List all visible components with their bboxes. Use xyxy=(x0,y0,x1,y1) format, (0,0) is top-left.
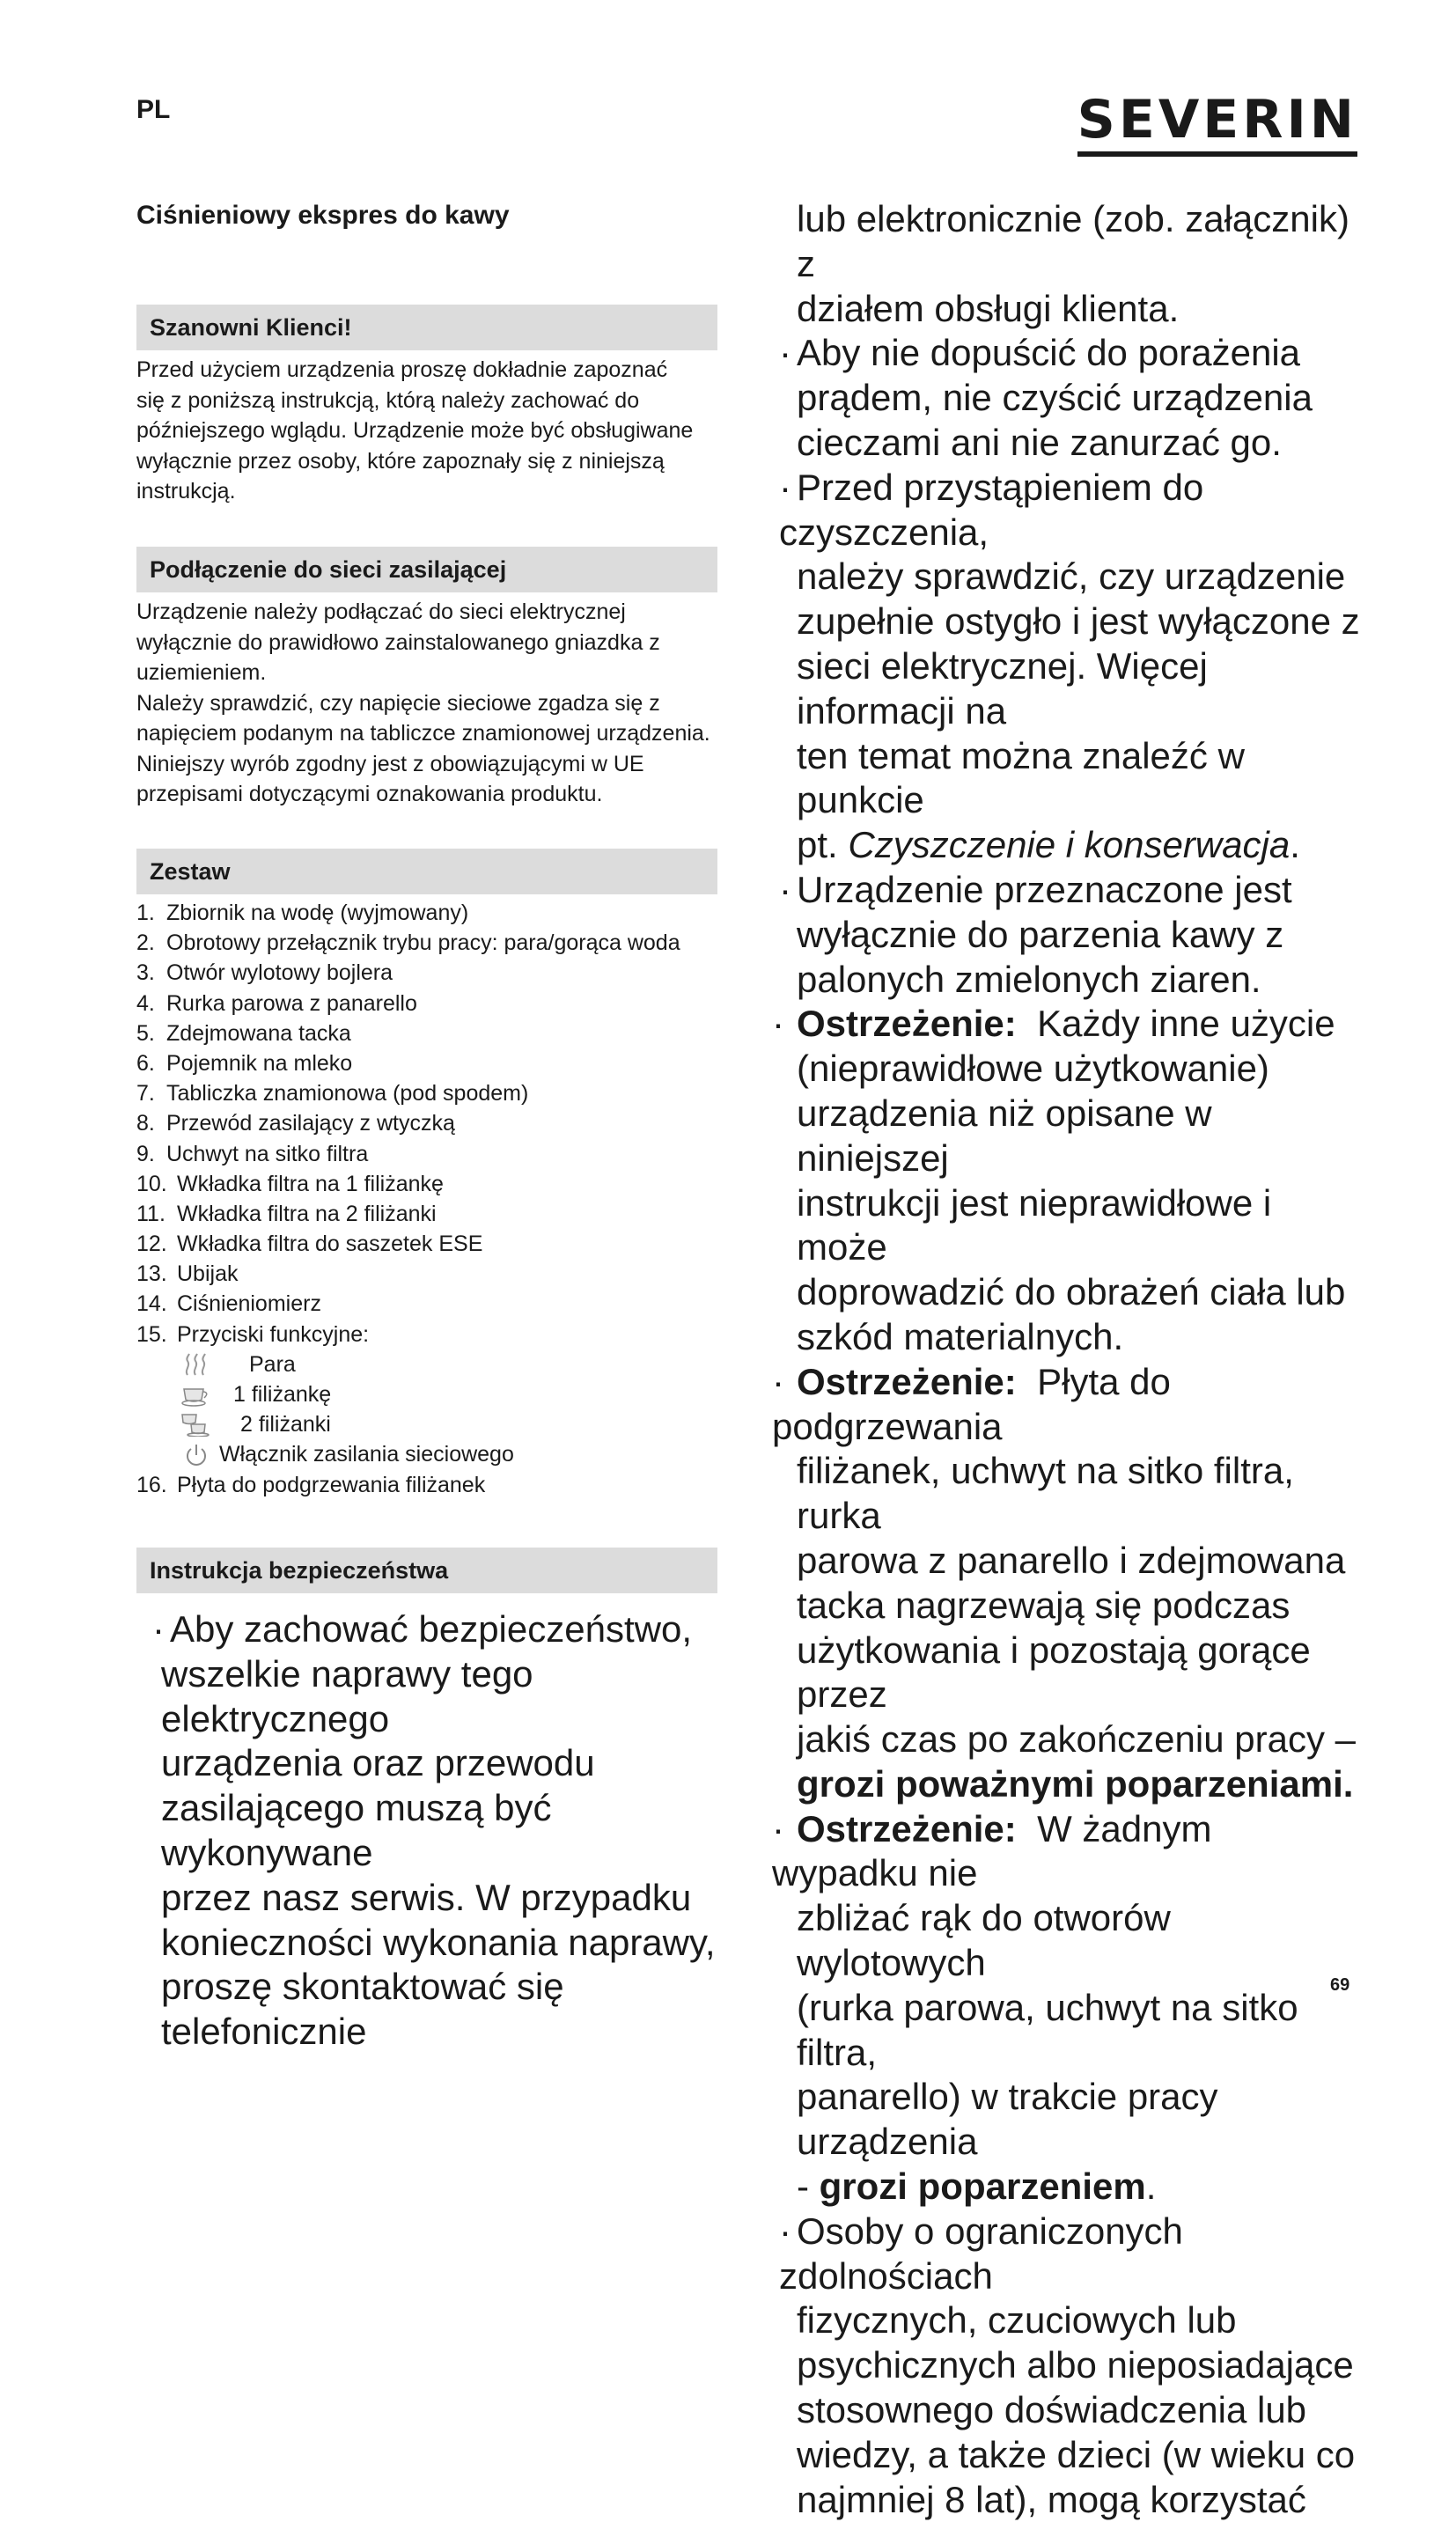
text-line: najmniej 8 lat), mogą korzystać xyxy=(797,2478,1306,2520)
text-line: palonych zmielonych ziaren. xyxy=(797,958,1261,1000)
power-icon xyxy=(183,1442,210,1467)
function-label: Włącznik zasilania sieciowego xyxy=(219,1442,514,1467)
list-item xyxy=(136,1289,717,1319)
text-line: należy sprawdzić, czy urządzenie xyxy=(797,555,1346,598)
text-line: instrukcją. xyxy=(136,479,236,504)
bullet: · xyxy=(772,1360,784,1402)
text-line: doprowadzić do obrażeń ciała lub xyxy=(797,1271,1346,1313)
section-heading-set: Zestaw xyxy=(136,849,717,894)
text-line: tacka nagrzewają się podczas xyxy=(797,1584,1291,1626)
brand-logo: SEVERIN xyxy=(1077,93,1357,157)
language-code: PL xyxy=(136,95,171,124)
function-label: Para xyxy=(249,1351,296,1377)
list-item xyxy=(136,1470,717,1500)
text-line: wyłącznie do parzenia kawy z xyxy=(797,913,1284,955)
item-text: Ubijak xyxy=(177,1261,239,1287)
item-text: Wkładka filtra na 2 filiżanki xyxy=(177,1201,437,1226)
list-item xyxy=(136,1320,717,1349)
text-line: psychicznych albo nieposiadające xyxy=(797,2344,1354,2386)
text-line: przez nasz serwis. W przypadku xyxy=(161,1876,692,1918)
page-number: 69 xyxy=(1330,1975,1350,1995)
text-line: przepisami dotyczącymi oznakowania produktu. xyxy=(136,782,603,806)
function-button-two-cups xyxy=(136,1409,717,1439)
greeting-text xyxy=(136,355,717,507)
right-column xyxy=(772,197,1360,2522)
item-text: Przewód zasilający z wtyczką xyxy=(166,1111,455,1136)
text-line: się z poniższą instrukcją, którą należy zachować do xyxy=(136,387,640,413)
item-text: Zdejmowana tacka xyxy=(166,1020,351,1046)
text-line: działem obsługi klienta. xyxy=(797,287,1180,329)
text-line: konieczności wykonania naprawy, xyxy=(161,1921,716,1963)
text-line: (nieprawidłowe użytkowanie) xyxy=(797,1048,1269,1090)
bullet: · xyxy=(779,2210,791,2252)
item-text: Zbiornik na wodę (wyjmowany) xyxy=(166,901,469,925)
item-number: 6. xyxy=(136,1050,155,1076)
section-heading-safety: Instrukcja bezpieczeństwa xyxy=(136,1548,717,1593)
text-line: · Urządzenie przeznaczone jest xyxy=(779,868,1360,913)
text-line: cieczami ani nie zanurzać go. xyxy=(797,421,1282,463)
text-line: stosownego doświadczenia lub xyxy=(797,2389,1307,2431)
text-line: zupełnie ostygło i jest wyłączone z xyxy=(797,600,1360,643)
item-text: Przyciski funkcyjne: xyxy=(177,1321,370,1347)
text-line: wiedzy, a także dzieci (w wieku co xyxy=(797,2433,1356,2475)
section-heading-power: Podłączenie do sieci zasilającej xyxy=(136,547,717,592)
bullet: · xyxy=(772,1807,784,1849)
list-item xyxy=(136,898,717,928)
bullet: · xyxy=(779,466,791,508)
power-text xyxy=(136,597,717,810)
list-item xyxy=(136,1048,717,1078)
function-button-steam xyxy=(136,1349,717,1379)
text-line: późniejszego wglądu. Urządzenie może być obsługiwane xyxy=(136,418,694,443)
list-item xyxy=(136,1199,717,1229)
text-line: uziemieniem. xyxy=(136,660,267,685)
function-button-one-cup xyxy=(136,1379,717,1409)
text-line: proszę skontaktować się telefonicznie xyxy=(161,1966,564,2053)
item-text: Obrotowy przełącznik trybu pracy: para/gorąca woda xyxy=(166,930,680,956)
one-cup-icon xyxy=(180,1382,212,1407)
text-line: lub elektronicznie (zob. załącznik) z xyxy=(797,198,1349,284)
two-cups-icon xyxy=(180,1412,212,1437)
item-text: Uchwyt na sitko filtra xyxy=(166,1141,369,1166)
text-line: wyłącznie do prawidłowo zainstalowanego gniazdka z xyxy=(136,629,660,655)
text-line: Należy sprawdzić, czy napięcie sieciowe zgadza się z xyxy=(136,690,660,716)
parts-list xyxy=(136,898,717,1500)
bullet: · xyxy=(779,332,791,374)
text-line: zasilającego muszą być wykonywane xyxy=(161,1787,552,1873)
list-item xyxy=(136,1078,717,1108)
text-line: szkód materialnych. xyxy=(797,1315,1124,1357)
item-text: Płyta do podgrzewania filiżanek xyxy=(177,1472,486,1497)
document-title: Ciśnieniowy ekspres do kawy xyxy=(136,201,510,230)
text-line: jakiś czas po zakończeniu pracy – xyxy=(797,1718,1356,1761)
item-text: Rurka parowa z panarello xyxy=(166,990,417,1016)
text-line: prądem, nie czyścić urządzenia xyxy=(797,377,1313,419)
text-line: parowa z panarello i zdejmowana xyxy=(797,1539,1346,1581)
item-number: 5. xyxy=(136,1020,155,1046)
text-line: urządzenia oraz przewodu xyxy=(161,1742,595,1784)
list-item xyxy=(136,1139,717,1169)
item-number: 15. xyxy=(136,1321,167,1347)
warning-line: · Ostrzeżenie: Każdy inne użycie xyxy=(772,1002,1360,1047)
item-number: 11. xyxy=(136,1201,165,1226)
text-line: · Aby nie dopuścić do porażenia xyxy=(779,331,1360,376)
list-item xyxy=(136,989,717,1018)
function-label: 2 filiżanki xyxy=(240,1412,331,1437)
bullet: · xyxy=(779,868,791,910)
steam-icon xyxy=(180,1352,212,1377)
item-number: 12. xyxy=(136,1232,167,1257)
text-line: Niniejszy wyrób zgodny jest z obowiązującymi w UE xyxy=(136,751,644,776)
bullet: · xyxy=(152,1608,165,1650)
text-line: pt. Czyszczenie i konserwacja. xyxy=(797,824,1300,866)
item-number: 13. xyxy=(136,1261,167,1287)
warning-line: · Ostrzeżenie: W żadnym wypadku nie xyxy=(772,1807,1212,1894)
text-line: wyłącznie przez osoby, które zapoznały się z niniejszą xyxy=(136,448,665,474)
item-text: Ciśnieniomierz xyxy=(177,1291,321,1317)
safety-text xyxy=(152,1607,716,2055)
item-text: Wkładka filtra do saszetek ESE xyxy=(177,1232,483,1257)
text-line: Przed użyciem urządzenia proszę dokładnie zapoznać xyxy=(136,357,668,382)
list-item xyxy=(136,1229,717,1259)
item-text: Tabliczka znamionowa (pod spodem) xyxy=(166,1081,529,1107)
list-item xyxy=(136,1259,717,1289)
warning-line: · Ostrzeżenie: Płyta do podgrzewania xyxy=(772,1360,1171,1447)
item-number: 4. xyxy=(136,990,155,1016)
text-line: urządzenia niż opisane w niniejszej xyxy=(797,1092,1212,1179)
text-line: panarello) w trakcie pracy urządzenia xyxy=(797,2076,1218,2163)
function-label: 1 filiżankę xyxy=(233,1382,332,1407)
item-number: 8. xyxy=(136,1111,155,1136)
list-item xyxy=(136,1169,717,1199)
text-line: filiżanek, uchwyt na sitko filtra, rurka xyxy=(797,1450,1294,1537)
item-text: Wkładka filtra na 1 filiżankę xyxy=(177,1171,444,1196)
item-number: 3. xyxy=(136,960,155,986)
item-number: 9. xyxy=(136,1141,155,1166)
item-number: 7. xyxy=(136,1081,155,1107)
function-button-power xyxy=(136,1439,717,1469)
bullet: · xyxy=(772,1003,784,1045)
item-text: Pojemnik na mleko xyxy=(166,1050,353,1076)
section-heading-greeting: Szanowni Klienci! xyxy=(136,305,717,350)
list-item xyxy=(136,958,717,988)
text-line: użytkowania i pozostają gorące przez xyxy=(797,1629,1311,1716)
text-line: - grozi poparzeniem. xyxy=(797,2165,1157,2208)
text-line: · Osoby o ograniczonych zdolnościach xyxy=(779,2210,1183,2297)
list-item xyxy=(136,1108,717,1138)
list-item xyxy=(136,928,717,958)
text-line: ten temat można znaleźć w punkcie xyxy=(797,734,1245,821)
text-line: (rurka parowa, uchwyt na sitko filtra, xyxy=(797,1986,1298,2073)
text-line: wszelkie naprawy tego elektrycznego xyxy=(161,1652,533,1739)
text-line: Urządzenie należy podłączać do sieci elektrycznej xyxy=(136,599,626,624)
item-number: 14. xyxy=(136,1291,167,1317)
text-line: napięciem podanym na tabliczce znamionowej urządzenia. xyxy=(136,721,710,746)
text-line: zbliżać rąk do otworów wylotowych xyxy=(797,1897,1171,1984)
text-line: fizycznych, czuciowych lub xyxy=(797,2299,1237,2342)
text-line: instrukcji jest nieprawidłowe i może xyxy=(797,1181,1272,1268)
item-number: 10. xyxy=(136,1171,167,1196)
item-number: 2. xyxy=(136,930,155,956)
text-line: grozi poważnymi poparzeniami. xyxy=(797,1762,1354,1805)
list-item xyxy=(136,1018,717,1048)
text-line: · Przed przystąpieniem do czyszczenia, xyxy=(779,466,1204,553)
item-number: 16. xyxy=(136,1472,167,1497)
item-number: 1. xyxy=(136,901,155,925)
text-line: · Aby zachować bezpieczeństwo, xyxy=(152,1607,716,1652)
text-line: sieci elektrycznej. Więcej informacji na xyxy=(797,644,1208,732)
item-text: Otwór wylotowy bojlera xyxy=(166,960,393,986)
